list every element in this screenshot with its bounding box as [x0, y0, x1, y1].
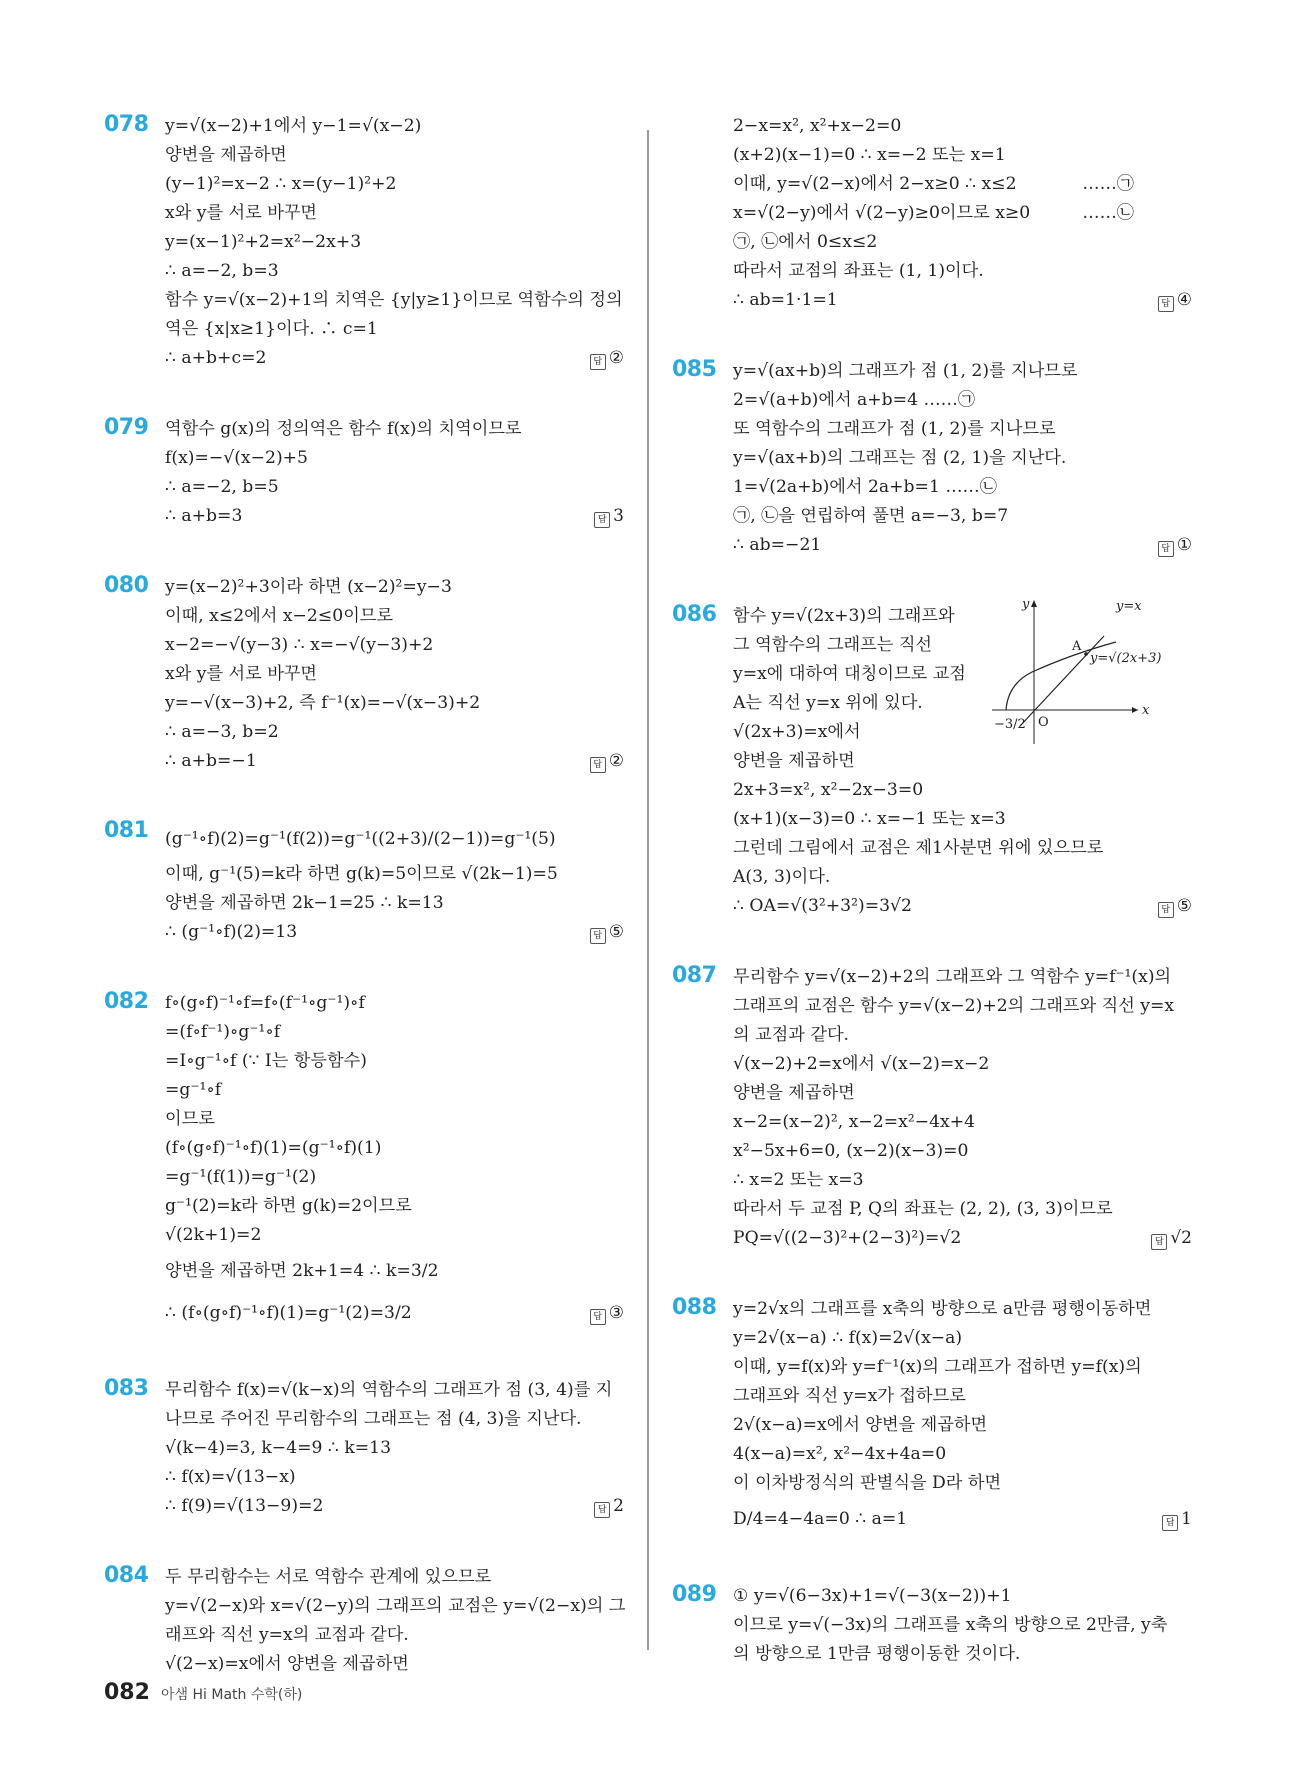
line-text: 그런데 그림에서 교점은 제1사분면 위에 있으므로 — [733, 838, 1104, 858]
line-text: y=√(ax+b)의 그래프는 점 (2, 1)을 지난다. — [733, 448, 1067, 468]
line-text: x=√(2−y)에서 √(2−y)≥0이므로 x≥0 — [733, 203, 1031, 223]
line-text: f∘(g∘f)⁻¹∘f=f∘(f⁻¹∘g⁻¹)∘f — [165, 993, 365, 1013]
line-text: y=√(x−2)+1에서 y−1=√(x−2) — [165, 116, 422, 136]
line-text: √(x−2)+2=x에서 √(x−2)=x−2 — [733, 1054, 990, 1074]
solution-line — [165, 1563, 624, 1592]
answer — [1162, 1498, 1192, 1540]
line-text: ∴ f(9)=√(13−9)=2 — [165, 1496, 324, 1516]
line-text: y=2√(x−a) ∴ f(x)=2√(x−a) — [733, 1328, 963, 1348]
right-column — [672, 112, 1192, 1711]
solution-line — [165, 889, 624, 918]
solution-line — [733, 1582, 1192, 1611]
line-text: 나므로 주어진 무리함수의 그래프는 점 (4, 3)을 지난다. — [165, 1409, 582, 1429]
answer-value: 3 — [613, 506, 624, 526]
answer — [590, 1292, 624, 1334]
solution-line — [733, 257, 1192, 286]
problem-number: 084 — [104, 1563, 149, 1588]
line-text: ∴ a=−3, b=2 — [165, 722, 279, 742]
line-text: 함수 y=√(x−2)+1의 치역은 {y|y≥1}이므로 역함수의 정의 — [165, 290, 623, 310]
line-text: 2x+3=x², x²−2x−3=0 — [733, 780, 924, 800]
solution-line — [165, 286, 624, 315]
line-text: 양변을 제곱하면 2k+1=4 ∴ k=3/2 — [165, 1261, 439, 1281]
line-text: ∴ x=2 또는 x=3 — [733, 1170, 864, 1190]
solution-line — [165, 747, 624, 776]
problem-number: 085 — [672, 357, 717, 382]
solution-line — [165, 415, 624, 444]
solution-body — [165, 573, 624, 776]
solution-body — [165, 1563, 624, 1679]
line-text: ∴ (f∘(g∘f)⁻¹∘f)(1)=g⁻¹(2)=3/2 — [165, 1303, 412, 1323]
problem-number: 087 — [672, 963, 717, 988]
line-text: y=x에 대하여 대칭이므로 교점 — [733, 664, 966, 684]
solution-line — [733, 863, 1192, 892]
solution-line — [733, 1195, 1192, 1224]
line-text: ∴ a=−2, b=3 — [165, 261, 279, 281]
label-curve: y=√(2x+3) — [1090, 651, 1162, 666]
solution-line — [733, 1224, 1192, 1253]
label-x: x — [1142, 703, 1150, 718]
line-text: ㉠, ㉡을 연립하여 풀면 a=−3, b=7 — [733, 506, 1009, 526]
line-text: 이므로 — [165, 1109, 215, 1129]
column-divider — [647, 130, 649, 1650]
line-text: 이때, y=√(2−x)에서 2−x≥0 ∴ x≤2 — [733, 174, 1017, 194]
solution-body — [165, 112, 624, 373]
solution-body — [733, 112, 1192, 315]
answer-icon: 답 — [590, 354, 606, 370]
solution-line — [733, 1021, 1192, 1050]
line-text: 이때, x≤2에서 x−2≤0이므로 — [165, 606, 394, 626]
problem-number: 078 — [104, 112, 149, 137]
solution-line — [165, 228, 624, 257]
line-text: f(x)=−√(x−2)+5 — [165, 448, 308, 468]
solution-line — [165, 1221, 624, 1250]
problem — [104, 818, 624, 947]
solution-line — [165, 1376, 624, 1405]
solution-body — [165, 818, 624, 947]
solution-body — [733, 963, 1192, 1253]
solution-line — [733, 473, 1192, 502]
line-text: 1=√(2a+b)에서 2a+b=1 ……㉡ — [733, 477, 997, 497]
line-text: 따라서 교점의 좌표는 (1, 1)이다. — [733, 261, 984, 281]
solution-line — [165, 170, 624, 199]
line-text: √(2k+1)=2 — [165, 1225, 262, 1245]
solution-line — [733, 963, 1192, 992]
problem — [104, 415, 624, 531]
label-neg: −3/2 — [994, 717, 1026, 732]
line-text: x와 y를 서로 바꾸면 — [165, 203, 318, 223]
solution-line — [165, 1621, 624, 1650]
answer-value: ① — [1176, 535, 1192, 555]
solution-line — [165, 689, 624, 718]
solution-line — [165, 1105, 624, 1134]
answer-value: ③ — [608, 1303, 624, 1323]
solution-line — [165, 602, 624, 631]
solution-line — [165, 1076, 624, 1105]
solution-line — [733, 1137, 1192, 1166]
answer — [594, 502, 624, 531]
line-text: g⁻¹(2)=k라 하면 g(k)=2이므로 — [165, 1196, 412, 1216]
problem — [104, 1563, 624, 1679]
line-text: A는 직선 y=x 위에 있다. — [733, 693, 923, 713]
line-text: x−2=(x−2)², x−2=x²−4x+4 — [733, 1112, 976, 1132]
solution-line — [733, 1353, 1192, 1382]
problem-number: 083 — [104, 1376, 149, 1401]
problem-number: 082 — [104, 989, 149, 1014]
problem — [672, 112, 1192, 315]
solution-line — [165, 631, 624, 660]
solution-line — [165, 918, 624, 947]
solution-line — [165, 860, 624, 889]
solution-line — [733, 1498, 1192, 1540]
label-line: y=x — [1116, 599, 1142, 614]
problem-number: 088 — [672, 1295, 717, 1320]
page-number: 082 — [104, 1680, 150, 1705]
line-text: 무리함수 f(x)=√(k−x)의 역함수의 그래프가 점 (3, 4)를 지 — [165, 1380, 613, 1400]
left-column — [104, 112, 624, 1721]
condition-tag: ……㉠ — [1082, 174, 1134, 194]
solution-line — [733, 170, 1192, 199]
solution-line — [165, 473, 624, 502]
solution-line — [733, 1324, 1192, 1353]
solution-line — [733, 141, 1192, 170]
footer — [104, 1680, 302, 1705]
solution-line — [165, 818, 624, 860]
line-text: 두 무리함수는 서로 역함수 관계에 있으므로 — [165, 1567, 492, 1587]
problem-number: 079 — [104, 415, 149, 440]
solution-line — [733, 1079, 1192, 1108]
line-text: =(f∘f⁻¹)∘g⁻¹∘f — [165, 1022, 281, 1042]
solution-line — [165, 1047, 624, 1076]
answer-icon: 답 — [1158, 902, 1174, 918]
solution-line — [733, 112, 1192, 141]
answer-icon: 답 — [590, 757, 606, 773]
line-text: ∴ ab=−21 — [733, 535, 822, 555]
solution-line — [733, 1166, 1192, 1195]
solution-line — [733, 502, 1192, 531]
line-text: =I∘g⁻¹∘f (∵ I는 항등함수) — [165, 1051, 367, 1071]
line-text: 이때, y=f(x)와 y=f⁻¹(x)의 그래프가 접하면 y=f(x)의 — [733, 1357, 1142, 1377]
line-text: 이므로 y=√(−3x)의 그래프를 x축의 방향으로 2만큼, y축 — [733, 1615, 1168, 1635]
solution-line — [733, 1411, 1192, 1440]
line-text: y=(x−2)²+3이라 하면 (x−2)²=y−3 — [165, 577, 452, 597]
answer-icon: 답 — [1158, 296, 1174, 312]
line-text: √(2−x)=x에서 양변을 제곱하면 — [165, 1654, 409, 1674]
problem — [672, 963, 1192, 1253]
answer-value: ② — [608, 348, 624, 368]
problem-number: 086 — [672, 602, 717, 627]
solution-line — [733, 357, 1192, 386]
problem-number: 081 — [104, 818, 149, 843]
solution-body — [733, 1582, 1192, 1669]
answer-icon: 답 — [594, 1502, 610, 1518]
line-text: √(2x+3)=x에서 — [733, 722, 861, 742]
solution-line — [733, 1295, 1192, 1324]
answer-icon: 답 — [1158, 541, 1174, 557]
solution-line — [733, 228, 1192, 257]
answer-value: ④ — [1176, 290, 1192, 310]
solution-line — [165, 315, 624, 344]
solution-line — [165, 1292, 624, 1334]
answer-value: √2 — [1170, 1228, 1192, 1248]
solution-line — [733, 1611, 1192, 1640]
solution-line — [733, 531, 1192, 560]
answer-value: ② — [608, 751, 624, 771]
solution-line — [165, 344, 624, 373]
solution-line — [165, 112, 624, 141]
line-text: 그래프와 직선 y=x가 접하므로 — [733, 1386, 966, 1406]
answer-icon: 답 — [1162, 1515, 1178, 1531]
answer-icon: 답 — [594, 512, 610, 528]
point-a — [1084, 652, 1088, 656]
line-text: ∴ ab=1·1=1 — [733, 290, 838, 310]
answer — [590, 747, 624, 776]
line-text: (g⁻¹∘f)(2)=g⁻¹(f(2))=g⁻¹((2+3)/(2−1))=g⁻¹(5) — [165, 829, 556, 849]
line-text: 4(x−a)=x², x²−4x+4a=0 — [733, 1444, 947, 1464]
answer — [590, 918, 624, 947]
solution-line — [733, 444, 1192, 473]
solution-line — [165, 1592, 624, 1621]
line-text: 2=√(a+b)에서 a+b=4 ……㉠ — [733, 390, 976, 410]
solution-line — [165, 1492, 624, 1521]
line-text: =g⁻¹∘f — [165, 1080, 222, 1100]
line-text: 2−x=x², x²+x−2=0 — [733, 116, 902, 136]
solution-line — [733, 415, 1192, 444]
problem — [672, 1295, 1192, 1540]
solution-body — [165, 415, 624, 531]
problem-number: 089 — [672, 1582, 717, 1607]
line-text: 의 방향으로 1만큼 평행이동한 것이다. — [733, 1644, 1021, 1664]
solution-line — [165, 1650, 624, 1679]
answer-value: 1 — [1181, 1509, 1192, 1529]
line-text: (x+1)(x−3)=0 ∴ x=−1 또는 x=3 — [733, 809, 1006, 829]
line-text: =g⁻¹(f(1))=g⁻¹(2) — [165, 1167, 317, 1187]
label-origin: O — [1038, 715, 1049, 730]
answer-icon: 답 — [1151, 1234, 1167, 1250]
solution-line — [165, 573, 624, 602]
line-text: x−2=−√(y−3) ∴ x=−√(y−3)+2 — [165, 635, 434, 655]
problem — [672, 1582, 1192, 1669]
answer-icon: 답 — [590, 1309, 606, 1325]
line-text: 양변을 제곱하면 — [733, 751, 855, 771]
line-text: 양변을 제곱하면 — [165, 145, 287, 165]
solution-line — [165, 1463, 624, 1492]
label-a: A — [1072, 639, 1082, 654]
graph-086 — [992, 596, 1192, 746]
line-text: y=(x−1)²+2=x²−2x+3 — [165, 232, 362, 252]
line-text: 그 역함수의 그래프는 직선 — [733, 635, 933, 655]
solution-body — [733, 357, 1192, 560]
line-text: ∴ a+b=−1 — [165, 751, 257, 771]
answer-value: 2 — [613, 1496, 624, 1516]
solution-line — [733, 892, 1192, 921]
line-text: (y−1)²=x−2 ∴ x=(y−1)²+2 — [165, 174, 397, 194]
solution-line — [165, 1163, 624, 1192]
line-text: 무리함수 y=√(x−2)+2의 그래프와 그 역함수 y=f⁻¹(x)의 — [733, 967, 1172, 987]
line-text: y=√(2−x)와 x=√(2−y)의 그래프의 교점은 y=√(2−x)의 그 — [165, 1596, 626, 1616]
line-text: y=√(ax+b)의 그래프가 점 (1, 2)를 지나므로 — [733, 361, 1078, 381]
label-y: y — [1022, 597, 1030, 612]
solution-line — [165, 989, 624, 1018]
answer — [1158, 892, 1192, 921]
line-text: y=2√x의 그래프를 x축의 방향으로 a만큼 평행이동하면 — [733, 1299, 1152, 1319]
solution-line — [165, 1192, 624, 1221]
line-text: 양변을 제곱하면 2k−1=25 ∴ k=13 — [165, 893, 444, 913]
solution-line — [165, 1134, 624, 1163]
line-text: y=−√(x−3)+2, 즉 f⁻¹(x)=−√(x−3)+2 — [165, 693, 481, 713]
line-text: A(3, 3)이다. — [733, 867, 831, 887]
solution-line — [165, 502, 624, 531]
solution-line — [733, 1050, 1192, 1079]
line-text: ① y=√(6−3x)+1=√(−3(x−2))+1 — [733, 1586, 1012, 1606]
answer-value: ⑤ — [608, 922, 624, 942]
solution-body — [165, 989, 624, 1334]
solution-line — [733, 805, 1192, 834]
line-text: ∴ (g⁻¹∘f)(2)=13 — [165, 922, 298, 942]
condition-tag: ……㉡ — [1082, 203, 1134, 223]
solution-line — [733, 834, 1192, 863]
problem — [104, 573, 624, 776]
answer-value: ⑤ — [1176, 896, 1192, 916]
line-text: D/4=4−4a=0 ∴ a=1 — [733, 1509, 908, 1529]
solution-line — [733, 1108, 1192, 1137]
solution-line — [165, 257, 624, 286]
line-text: PQ=√((2−3)²+(2−3)²)=√2 — [733, 1228, 962, 1248]
solution-line — [733, 199, 1192, 228]
solution-line — [733, 386, 1192, 415]
solution-line — [733, 747, 1192, 776]
line-text: 래프와 직선 y=x의 교점과 같다. — [165, 1625, 409, 1645]
problem — [104, 989, 624, 1334]
line-text: 이때, g⁻¹(5)=k라 하면 g(k)=5이므로 √(2k−1)=5 — [165, 864, 558, 884]
solution-line — [733, 286, 1192, 315]
line-text: 2√(x−a)=x에서 양변을 제곱하면 — [733, 1415, 988, 1435]
line-text: (f∘(g∘f)⁻¹∘f)(1)=(g⁻¹∘f)(1) — [165, 1138, 382, 1158]
line-text: ㉠, ㉡에서 0≤x≤2 — [733, 232, 878, 252]
answer — [590, 344, 624, 373]
line-text: ∴ a=−2, b=5 — [165, 477, 279, 497]
problem — [104, 1376, 624, 1521]
solution-line — [165, 1434, 624, 1463]
line-text: 양변을 제곱하면 — [733, 1083, 855, 1103]
solution-line — [733, 1382, 1192, 1411]
line-text: (x+2)(x−1)=0 ∴ x=−2 또는 x=1 — [733, 145, 1006, 165]
answer-icon: 답 — [590, 928, 606, 944]
problem-number: 080 — [104, 573, 149, 598]
line-text: ∴ f(x)=√(13−x) — [165, 1467, 296, 1487]
line-text: 역은 {x|x≥1}이다. ∴ c=1 — [165, 319, 378, 339]
answer — [594, 1492, 624, 1521]
solution-body — [165, 1376, 624, 1521]
solution-line — [165, 1018, 624, 1047]
solution-body — [733, 1295, 1192, 1540]
line-text: x와 y를 서로 바꾸면 — [165, 664, 318, 684]
solution-line — [733, 992, 1192, 1021]
solution-line — [733, 1469, 1192, 1498]
solution-line — [165, 718, 624, 747]
solution-line — [165, 1250, 624, 1292]
solution-line — [733, 1440, 1192, 1469]
solution-line — [165, 1405, 624, 1434]
solution-line — [733, 1640, 1192, 1669]
line-text: 따라서 두 교점 P, Q의 좌표는 (2, 2), (3, 3)이므로 — [733, 1199, 1113, 1219]
answer — [1158, 286, 1192, 315]
line-text: ∴ a+b+c=2 — [165, 348, 267, 368]
line-text: 함수 y=√(2x+3)의 그래프와 — [733, 606, 955, 626]
line-text: x²−5x+6=0, (x−2)(x−3)=0 — [733, 1141, 969, 1161]
solution-line — [165, 199, 624, 228]
solution-line — [733, 776, 1192, 805]
solution-line — [165, 444, 624, 473]
answer — [1158, 531, 1192, 560]
book-title: 아샘 Hi Math 수학(하) — [161, 1687, 303, 1703]
line-text: 이 이차방정식의 판별식을 D라 하면 — [733, 1473, 1002, 1493]
line-text: 또 역함수의 그래프가 점 (1, 2)를 지나므로 — [733, 419, 1056, 439]
line-text: 그래프의 교점은 함수 y=√(x−2)+2의 그래프와 직선 y=x — [733, 996, 1175, 1016]
line-text: ∴ a+b=3 — [165, 506, 243, 526]
problem — [104, 112, 624, 373]
line-text: √(k−4)=3, k−4=9 ∴ k=13 — [165, 1438, 392, 1458]
line-text: 의 교점과 같다. — [733, 1025, 850, 1045]
solution-line — [165, 660, 624, 689]
line-text: ∴ OA=√(3²+3²)=3√2 — [733, 896, 912, 916]
problem — [672, 357, 1192, 560]
solution-line — [165, 141, 624, 170]
line-text: 역함수 g(x)의 정의역은 함수 f(x)의 치역이므로 — [165, 419, 522, 439]
answer — [1151, 1224, 1192, 1253]
